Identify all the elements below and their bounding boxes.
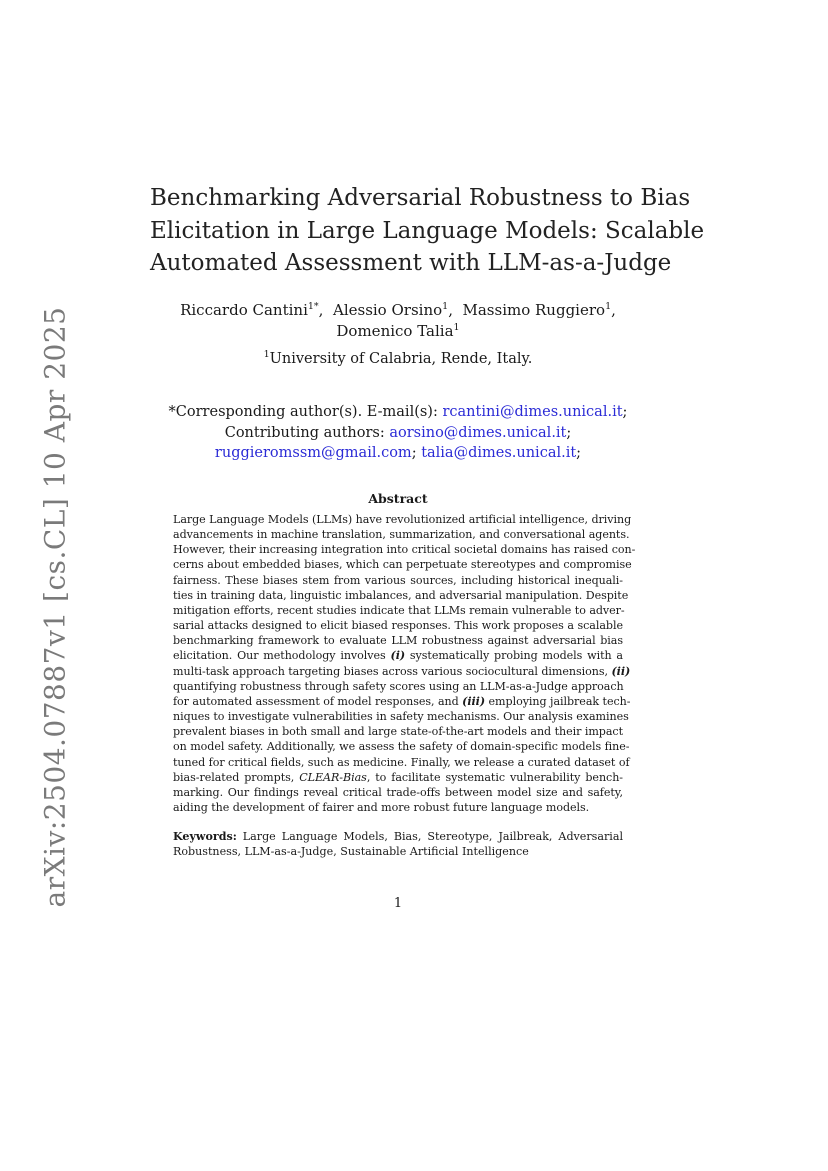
affiliation-mark: 1 bbox=[453, 322, 460, 333]
affiliation-mark: 1 bbox=[442, 301, 449, 312]
abstract-text bbox=[173, 512, 636, 815]
affiliation-mark: 1 bbox=[263, 349, 270, 360]
abstract-line: advancements in machine translation, summarization, and conversational agents. bbox=[173, 528, 630, 542]
contact-info: *Corresponding author(s). E-mail(s): rcantini@dimes.unical.it; Contributing authors: aorsino@dimes.unical.it; ruggieromssm@gmail.com; talia@dimes.unical.it; bbox=[168, 404, 628, 461]
abstract-line: ties in training data, linguistic imbalances, and adversarial manipulation. Despite bbox=[173, 588, 629, 602]
author-name: Alessio Orsino bbox=[332, 301, 443, 319]
abstract-line: tuned for critical fields, such as medicine. Finally, we release a curated dataset of bbox=[173, 755, 630, 769]
affiliation-mark: 1* bbox=[307, 301, 319, 312]
abstract-line: marking. Our findings reveal critical trade-offs between model size and safety, bbox=[173, 785, 623, 799]
author-name: Domenico Talia bbox=[336, 322, 454, 340]
abstract-line: However, their increasing integration into critical societal domains has raised con- bbox=[173, 543, 636, 557]
corresponding-label: *Corresponding author(s). E-mail(s): bbox=[168, 404, 438, 420]
keywords-text: Large Language Models, Bias, Stereotype, Jailbreak, Adversarial bbox=[242, 830, 623, 843]
title-line: Benchmarking Adversarial Robustness to Bias bbox=[150, 185, 691, 211]
abstract-line bbox=[173, 664, 631, 679]
abstract-segment: employing jailbreak tech- bbox=[488, 694, 631, 708]
abstract-line: fairness. These biases stem from various sources, including historical inequali- bbox=[173, 573, 623, 587]
abstract-line: niques to investigate vulnerabilities in safety mechanisms. Our analysis examines bbox=[173, 710, 629, 724]
keywords bbox=[173, 829, 623, 859]
email-link[interactable]: aorsino@dimes.unical.it bbox=[389, 424, 567, 441]
paper-title bbox=[150, 182, 705, 280]
author-list: Riccardo Cantini$^{1*}$, Alessio Orsino$^1$, Massimo Ruggiero$^1$, Domenico Talia$^1$ bbox=[180, 301, 616, 340]
abstract-segment: , to facilitate systematic vulnerability bench- bbox=[366, 770, 623, 784]
dataset-name: CLEAR-Bias bbox=[299, 770, 367, 784]
abstract-segment: elicitation. Our methodology involves bbox=[173, 649, 386, 663]
abstract-heading: Abstract bbox=[368, 491, 428, 506]
list-marker: (iii) bbox=[462, 694, 486, 708]
abstract-line: Large Language Models (LLMs) have revolutionized artificial intelligence, driving bbox=[173, 513, 632, 526]
corresponding-email-link[interactable]: rcantini@dimes.unical.it bbox=[442, 404, 623, 420]
affiliation-mark: 1 bbox=[605, 301, 612, 312]
arxiv-identifier: arXiv:2504.07887v1 [cs.CL] 10 Apr 2025 bbox=[38, 306, 72, 908]
title-line: Automated Assessment with LLM-as-a-Judge bbox=[150, 250, 672, 276]
abstract-line: mitigation efforts, recent studies indicate that LLMs remain vulnerable to adver- bbox=[173, 603, 625, 617]
abstract-line bbox=[173, 770, 623, 785]
keywords-label: Keywords: bbox=[173, 830, 237, 843]
contributing-label: Contributing authors: bbox=[224, 424, 385, 441]
abstract-line: benchmarking framework to evaluate LLM robustness against adversarial bias bbox=[173, 634, 623, 648]
abstract-line: sarial attacks designed to elicit biased responses. This work proposes a scalable bbox=[173, 619, 623, 633]
abstract-segment: multi-task approach targeting biases across various sociocultural dimensions, bbox=[173, 664, 608, 678]
abstract-line: quantifying robustness through safety scores using an LLM-as-a-Judge approach bbox=[173, 679, 624, 693]
abstract-line: on model safety. Additionally, we assess the safety of domain-specific models fine- bbox=[173, 740, 630, 754]
affiliation-text: University of Calabria, Rende, Italy. bbox=[269, 351, 533, 367]
list-marker: (i) bbox=[390, 649, 406, 663]
list-marker: (ii) bbox=[611, 664, 631, 678]
email-link[interactable]: talia@dimes.unical.it bbox=[421, 445, 577, 461]
abstract-line: prevalent biases in both small and large state-of-the-art models and their impact bbox=[173, 725, 623, 739]
email-link[interactable]: ruggieromssm@gmail.com bbox=[214, 445, 412, 461]
abstract-segment: systematically probing models with a bbox=[409, 649, 623, 663]
abstract-line: aiding the development of fairer and more robust future language models. bbox=[173, 800, 590, 814]
author-name: Massimo Ruggiero bbox=[462, 301, 606, 319]
abstract-segment: bias-related prompts, bbox=[173, 770, 295, 784]
keywords-text: Robustness, LLM-as-a-Judge, Sustainable Artificial Intelligence bbox=[173, 845, 529, 859]
author-name: Riccardo Cantini bbox=[180, 301, 308, 319]
abstract-line: cerns about embedded biases, which can perpetuate stereotypes and compromise bbox=[173, 558, 632, 572]
abstract-segment: for automated assessment of model responses, and bbox=[173, 694, 459, 708]
abstract-line bbox=[173, 694, 631, 709]
title-line: Elicitation in Large Language Models: Scalable bbox=[150, 217, 705, 244]
page-number: 1 bbox=[393, 896, 403, 911]
affiliation bbox=[140, 351, 656, 367]
abstract-line bbox=[173, 648, 623, 663]
